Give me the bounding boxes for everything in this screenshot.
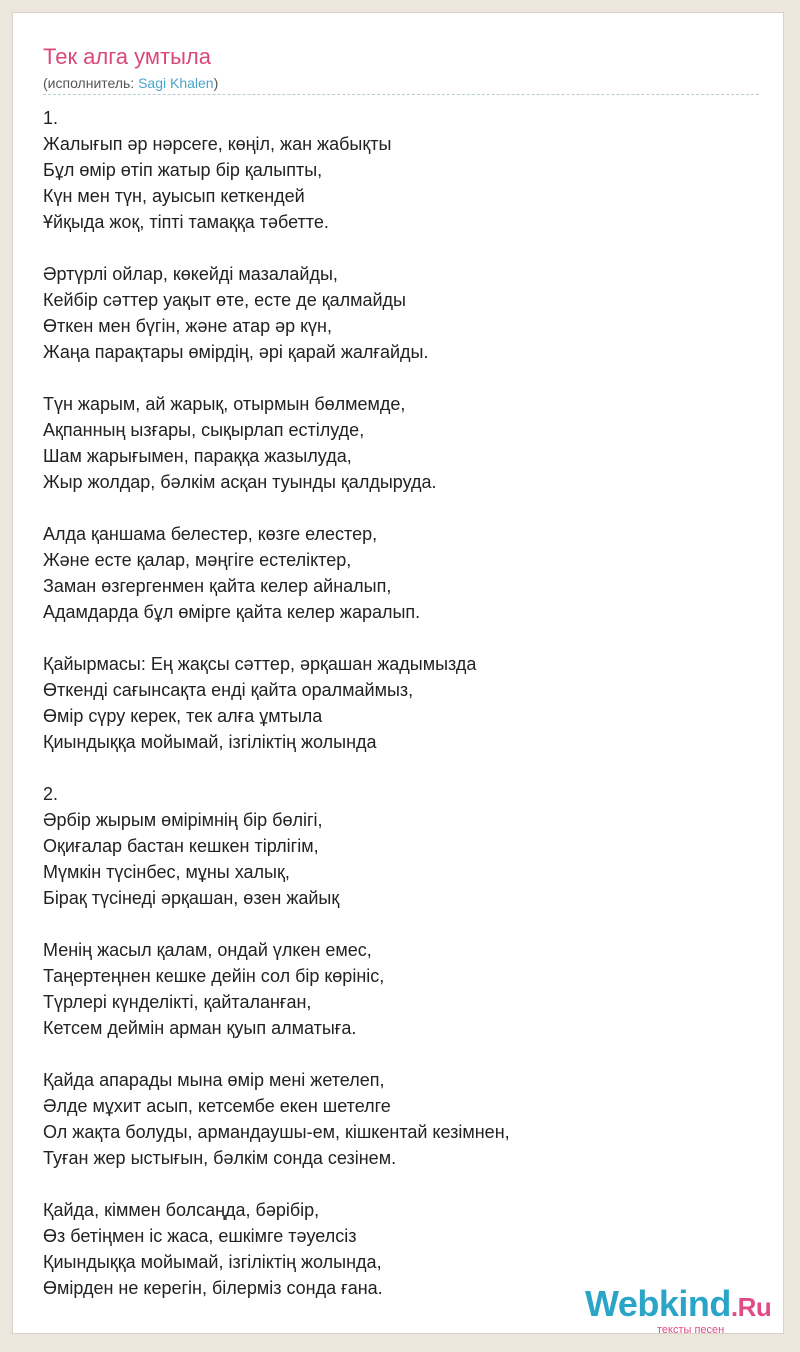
lyric-line: Туған жер ыстығын, бәлкім сонда сезінем. [43, 1148, 397, 1168]
lyrics-body [43, 105, 773, 1327]
lyric-line: Бірақ түсінеді әрқашан, өзен жайық [43, 888, 340, 908]
lyric-line: Қиындыққа мойымай, ізгіліктің жолында [43, 732, 377, 752]
logo-tagline: тексты песен [657, 1324, 725, 1336]
stanza [43, 105, 773, 235]
lyric-line: Өткен мен бүгін, және атар әр күн, [43, 316, 332, 336]
lyric-line: Заман өзгергенмен қайта келер айналып, [43, 576, 392, 596]
lyric-line: Кетсем деймін арман қуып алматыға. [43, 1018, 357, 1038]
lyric-line: Ұйқыда жоқ, тіпті тамаққа тәбетте. [43, 212, 329, 232]
lyric-line: 2. [43, 784, 59, 804]
lyric-line: Бұл өмір өтіп жатыр бір қалыпты, [43, 160, 323, 180]
lyric-line: Жалығып әр нәрсеге, көңіл, жан жабықты [43, 134, 392, 154]
lyric-line: Өткенді сағынсақта енді қайта оралмаймыз, [43, 680, 414, 700]
stanza [43, 1067, 773, 1171]
logo-wordmark [585, 1283, 771, 1328]
lyric-line: Өмірден не керегін, білерміз сонда ғана. [43, 1278, 383, 1298]
webkind-logo[interactable] [585, 1283, 785, 1336]
chorus-stanza [43, 651, 773, 755]
lyric-line: Және есте қалар, мәңгіге естеліктер, [43, 550, 352, 570]
lyric-line: Жаңа парақтары өмірдің, әрі қарай жалғайды. [43, 342, 429, 362]
song-title: Тек алга умтыла [43, 44, 211, 69]
lyric-line: Өмір сүру керек, тек алға ұмтыла [43, 706, 323, 726]
lyric-line: 1. [43, 108, 59, 128]
lyric-line: Қайырмасы: Ең жақсы сәттер, әрқашан жадымызда [43, 654, 477, 674]
logo-tld: Ru [737, 1292, 772, 1322]
artist-prefix: (исполнитель: [43, 75, 139, 91]
logo-main-text: Webkind [585, 1283, 731, 1324]
lyric-line: Қайда апарады мына өмір мені жетелеп, [43, 1070, 385, 1090]
stanza [43, 391, 773, 495]
lyric-line: Түрлері күнделікті, қайталанған, [43, 992, 312, 1012]
lyric-line: Кейбір сәттер уақыт өте, есте де қалмайды [43, 290, 406, 310]
lyric-line: Түн жарым, ай жарық, отырмын бөлмемде, [43, 394, 406, 414]
stanza [43, 261, 773, 365]
artist-line [43, 74, 218, 92]
lyric-line: Әрбір жырым өмірімнің бір бөлігі, [43, 810, 323, 830]
logo-dot: . [730, 1292, 738, 1322]
lyric-line: Ол жақта болуды, армандаушы-ем, кішкентай кезімнен, [43, 1122, 510, 1142]
lyric-line: Жыр жолдар, бәлкім асқан туынды қалдыруда. [43, 472, 437, 492]
lyric-line: Алда қаншама белестер, көзге елестер, [43, 524, 378, 544]
lyric-line: Ақпанның ызғары, сықырлап естілуде, [43, 420, 365, 440]
header-divider [43, 94, 759, 95]
stanza [43, 937, 773, 1041]
lyric-line: Адамдарда бұл өмірге қайта келер жаралып. [43, 602, 421, 622]
lyric-line: Оқиғалар бастан кешкен тірлігім, [43, 836, 319, 856]
artist-link[interactable]: Sagi Khalen [138, 75, 214, 91]
lyric-line: Таңертеңнен кешке дейін сол бір көрініс, [43, 966, 385, 986]
lyric-line: Өз бетіңмен іс жаса, ешкімге тәуелсіз [43, 1226, 357, 1246]
lyrics-card [12, 12, 784, 1334]
lyric-line: Қайда, кіммен болсаңда, бәрібір, [43, 1200, 320, 1220]
lyric-line: Менің жасыл қалам, ондай үлкен емес, [43, 940, 372, 960]
lyric-line: Шам жарығымен, параққа жазылуда, [43, 446, 352, 466]
lyric-line: Күн мен түн, ауысып кеткендей [43, 186, 305, 206]
lyric-line: Мүмкін түсінбес, мұны халық, [43, 862, 290, 882]
lyric-line: Қиындыққа мойымай, ізгіліктің жолында, [43, 1252, 382, 1272]
lyric-line: Әртүрлі ойлар, көкейді мазалайды, [43, 264, 338, 284]
lyric-line: Әлде мұхит асып, кетсембе екен шетелге [43, 1096, 391, 1116]
stanza [43, 781, 773, 911]
stanza [43, 521, 773, 625]
artist-suffix: ) [213, 75, 219, 91]
